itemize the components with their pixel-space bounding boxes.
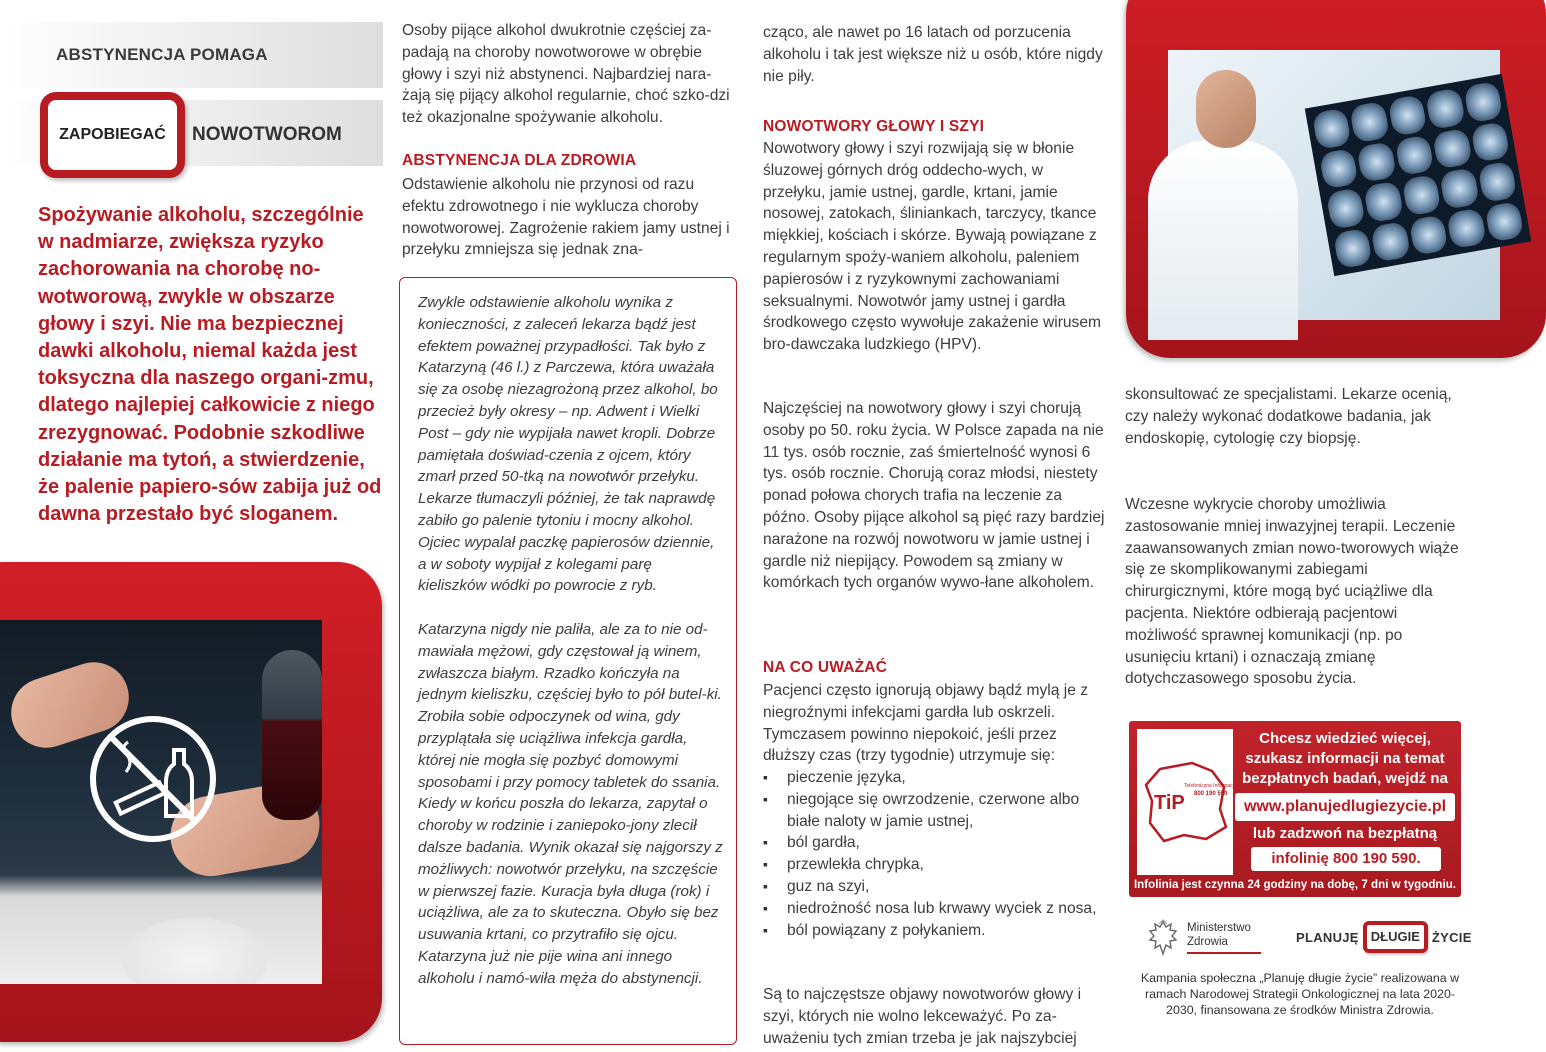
poland-map-icon [1140, 757, 1258, 847]
info-box [1129, 721, 1461, 897]
list-item: ▪ guz na szyi, [763, 876, 1108, 898]
campaign-word-1: PLANUJĘ [1296, 929, 1359, 945]
website-link[interactable]: www.planujedlugiezycie.pl [1235, 793, 1455, 821]
symptoms-outro: Są to najczęstsze objawy nowotworów głowy i szyi, których nie wolno lekceważyć. Po za-uważeniu tych zmian trzeba je jak najszybciej [763, 986, 1082, 1047]
doctor-coat [1148, 140, 1298, 340]
hotline-number[interactable]: infolinię 800 190 590. [1251, 847, 1441, 871]
lead-paragraph: Spożywanie alkoholu, szczególnie w nadmiarze, zwiększa ryzyko zachorowania na chorobę no-wotworową, zwykle w obszarze głowy i szyi. Nie ma bezpiecznej dawki alkoholu, niemal każda jest toksyczna dla naszego organi-zmu, dlatego najlepiej całkowicie z niego zrezygnować. Podobnie szkodliwe działanie ma tytoń, a stwierdzenie, że palenie papiero-sów zabija już od dawna przestało być sloganem. [38, 204, 382, 526]
story-paragraph-2: Katarzyna nigdy nie paliła, ale za to nie od-mawiała mężowi, gdy częstował ją winem, zwłaszcza białym. Rzadko kończyła na jednym kieliszku, częściej było to pół butel-ki. Zrobiła sobie odpoczynek od wina, gdy przyplątała się uciążliwa infekcja gardła, której nie mogła się pozbyć domowymi sposobami i przy pomocy tabletek do ssania. Kiedy w końcu poszła do lekarza, zapytał o choroby w rodzinie i zaniepoko-jony zlecił dalsze badania. Wynik okazał się najgorszy z możliwych: nowotwór przełyku, na szczęście w pierwszej fazie. Kuracja była długa (rok) i uciążliwa, ale za to skuteczna. Obyło się bez usuwania krtani, co przytrafiło się ojcu. Katarzyna już nie pije wina ani innego alkoholu i namó-wiła męża do abstynencji. [418, 620, 723, 987]
call-text: lub zadzwoń na bezpłatną [1252, 825, 1438, 842]
head-neck-paragraph: Nowotwory głowy i szyi rozwijają się w błonie śluzowej górnych dróg oddecho-wych, w przełyku, jamie ustnej, gardle, krtani, jamie nosowej, zatokach, śliniankach, tarczycy, tkance miękkiej, kościach i skórze. Bywają powiązane z regularnym spoży-waniem alkoholu, paleniem papierosów i z ryzykownymi zachowaniami seksualnymi. Nowotwór jamy ustnej i gardła środkowego często wywołuje zakażenie wirusem bro-dawczaka ludzkiego (HPV). [763, 140, 1102, 354]
story-paragraph-1: Zwykle odstawienie alkoholu wynika z konieczności, z zaleceń lekarza bądź jest efektem poważnej przypadłości. Tak było z Katarzyną (46 l.) z Parczewa, która uważała się za osobę niezagrożoną przez alkohol, bo przecież były okresy – np. Adwent i Wielki Post – gdy nie wypijała nawet kropli. Dobrze pamiętała doświad-czenia z ojcem, który zmarł przed 50-tką na nowotwór przełyku. Lekarze tłumaczyli później, że tak naprawdę zabiło go palenie tytoniu i mocny alkohol. Ojciec wypalał paczkę papierosów dziennie, a w soboty wypijał z kolegami parę kieliszków wódki po powrocie z ryb. [418, 294, 718, 595]
boxed-title-frame [40, 92, 185, 178]
list-item: ▪ pieczenie języka, [763, 767, 1108, 789]
list-item: ▪ ból powiązany z połykaniem. [763, 920, 1108, 942]
abstinence-paragraph: Odstawienie alkoholu nie przynosi od razu efektu zdrowotnego i nie wyklucza choroby nowotworowej. Zagrożenie rakiem jamy ustnej i przełyku zmniejsza się jednak zna- [402, 176, 730, 259]
story-text [418, 292, 724, 990]
ministry-underline [1187, 952, 1261, 954]
ministry-name [1187, 921, 1251, 949]
tip-logo-letters: TiP [1154, 792, 1185, 814]
symptoms-list [763, 767, 1108, 941]
tip-logo-phone: 800 190 590 [1194, 791, 1228, 797]
continuation-paragraph: cząco, ale nawet po 16 latach od porzucenia alkoholu i tak jest większe niż u osób, które nigdy nie piły. [763, 24, 1103, 85]
polish-eagle-emblem-icon [1145, 918, 1181, 960]
list-item: ▪ niedrożność nosa lub krwawy wyciek z nosa, [763, 898, 1108, 920]
hotline-hours: Infolinia jest czynna 24 godziny na dobę, 7 dni w tygodniu. [1133, 878, 1457, 891]
wine-glass [262, 650, 322, 820]
statistics-paragraph: Najczęściej na nowotwory głowy i szyi chorują osoby po 50. roku życia. W Polsce zapada na nie 11 tys. osób rocznie, zaś śmiertelność wynosi 6 tys. osób rocznie. Chorują coraz młodsi, niestety ponad połowa chorych trafia na leczenie za późno. Osoby pijące alkohol są pięć razy bardziej narażone na rozwój nowotworu w jamie ustnej i gardle niż niepijący. Powodem są zmiany w komórkach tych organów wywo-łane alkoholem. [763, 400, 1105, 592]
ct-scan-film [1305, 74, 1531, 276]
no-smoking-no-alcohol-icon [86, 712, 220, 846]
early-detection-paragraph: Wczesne wykrycie choroby umożliwia zastosowanie mniej inwazyjnej terapii. Leczenie zaawansowanych zmian nowo-tworowych wiąże się ze skomplikowanymi zabiegami chirurgicznymi, które mogą być uciążliwe dla pacjenta. Niektóre odbierają pacjentowi możliwość sprawnej komunikacji (np. po usunięciu krtani) i oznaczają zmianę dotychczasowego sposobu życia. [1125, 496, 1459, 688]
campaign-note: Kampania społeczna „Planuję długie życie” realizowana w ramach Narodowej Strategii Onkologicznej na lata 2020-2030, finansowana ze środków Ministra Zdrowia. [1140, 971, 1460, 1017]
photo-doctor-xray [1168, 50, 1500, 320]
campaign-logo [1296, 919, 1472, 955]
list-item: ▪ ból gardła, [763, 832, 1108, 854]
campaign-word-3: ŻYCIE [1431, 929, 1472, 945]
campaign-word-2-frame [1363, 921, 1428, 953]
info-heading: Chcesz wiedzieć więcej, szukasz informacji na temat bezpłatnych badań, wejdź na [1242, 730, 1448, 787]
campaign-word-2: DŁUGIE [1370, 929, 1420, 944]
section-heading-watch-out: NA CO UWAŻAĆ [763, 659, 888, 676]
section-heading-head-neck: NOWOTWORY GŁOWY I SZYI [763, 118, 985, 135]
intro-paragraph: Osoby pijące alkohol dwukrotnie częściej za-padają na choroby nowotworowe w obrębie głowy i szyi niż abstynenci. Najbardziej nara-żają się pijący alkohol regularnie, choć szko-dzi też okazjonalne spożywanie alkoholu. [402, 22, 730, 127]
doctor-head [1196, 70, 1256, 148]
consult-paragraph: skonsultować ze specjalistami. Lekarze ocenią, czy należy wykonać dodatkowe badania, jak endoskopię, cytologię czy biopsję. [1125, 386, 1452, 447]
tip-logo [1137, 729, 1258, 875]
symptoms-intro: Pacjenci często ignorują objawy bądź mylą je z niegroźnymi infekcjami gardła lub oskrzeli. Tymczasem powinno niepokoić, jeśli przez dłuższy czas (trzy tygodnie) utrzymuje się: [763, 682, 1089, 765]
title-word-after: NOWOTWOROM [192, 124, 342, 145]
tip-logo-caption: Telefoniczna Informacja Pacjenta [1184, 783, 1258, 789]
list-item: ▪ niegojące się owrzodzenie, czerwone albo białe naloty w jamie ustnej, [763, 789, 1108, 833]
ministry-line-2: Zdrowia [1187, 936, 1228, 948]
kicker-title: ABSTYNENCJA POMAGA [56, 45, 268, 64]
ministry-line-1: Ministerstwo [1187, 922, 1251, 934]
ministry-logo [1145, 918, 1275, 962]
section-heading-abstinence: ABSTYNENCJA DLA ZDROWIA [402, 152, 637, 169]
list-item: ▪ przewlekła chrypka, [763, 854, 1108, 876]
photo-cigarette-wine [0, 620, 322, 984]
boxed-title-word: ZAPOBIEGAĆ [59, 126, 166, 143]
